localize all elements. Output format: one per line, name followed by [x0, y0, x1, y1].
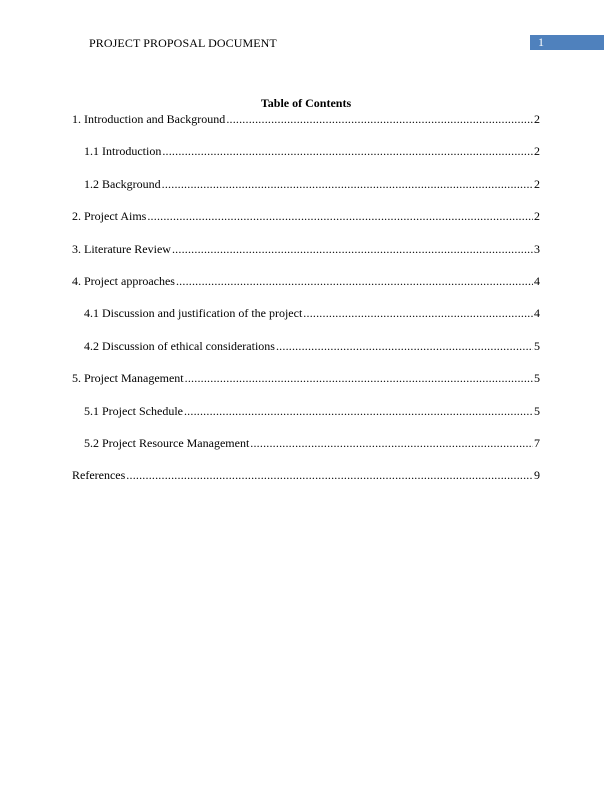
toc-entry-page: 4	[534, 273, 540, 288]
toc-dot-leader	[226, 112, 533, 126]
page-number-badge	[530, 35, 604, 50]
toc-entry-page: 2	[534, 209, 540, 224]
toc-entry-page: 5	[534, 403, 540, 418]
header-title: PROJECT PROPOSAL DOCUMENT	[89, 36, 277, 50]
toc-entry-label: 5. Project Management	[72, 371, 184, 386]
toc-dot-leader	[162, 177, 533, 191]
toc-entry-page: 2	[534, 144, 540, 159]
toc-entry-label: 4.1 Discussion and justification of the project	[84, 306, 303, 321]
toc-dot-leader	[126, 468, 533, 482]
toc-entry-page: 5	[534, 338, 540, 353]
toc-dot-leader	[276, 339, 533, 353]
toc-dot-leader	[184, 404, 533, 418]
toc-heading: Table of Contents	[260, 96, 352, 110]
toc-entry-label: References	[72, 468, 126, 483]
toc-entry-page: 3	[534, 241, 540, 256]
toc-entry[interactable]	[72, 436, 540, 468]
toc-entry[interactable]	[72, 177, 540, 209]
toc-entry-page: 7	[534, 435, 540, 450]
toc-dot-leader	[162, 144, 533, 158]
toc-entry-page: 5	[534, 371, 540, 386]
toc-entry-label: 4. Project approaches	[72, 273, 175, 288]
toc-entry[interactable]	[72, 112, 540, 144]
toc-entry-label: 1.2 Background	[84, 176, 161, 191]
toc-dot-leader	[176, 274, 533, 288]
toc-entry-label: 4.2 Discussion of ethical considerations	[84, 338, 275, 353]
toc-dot-leader	[172, 242, 533, 256]
toc-entry[interactable]	[72, 404, 540, 436]
toc-entry-label: 1.1 Introduction	[84, 144, 162, 159]
toc-dot-leader	[185, 371, 533, 385]
toc-entry-label: 2. Project Aims	[72, 209, 147, 224]
toc-entry[interactable]	[72, 144, 540, 176]
page-number: 1	[538, 35, 544, 49]
toc-dot-leader	[250, 436, 533, 450]
toc-entry-label: 5.2 Project Resource Management	[84, 435, 250, 450]
toc-entry[interactable]	[72, 306, 540, 338]
toc-entry[interactable]	[72, 468, 540, 500]
toc-entry-label: 3. Literature Review	[72, 241, 171, 256]
toc-dot-leader	[303, 306, 533, 320]
toc-entry-page: 9	[534, 468, 540, 483]
toc-entry-label: 1. Introduction and Background	[72, 112, 226, 126]
toc-entry[interactable]	[72, 242, 540, 274]
toc-entry-page: 2	[534, 176, 540, 191]
toc-entry[interactable]	[72, 209, 540, 241]
toc-entry[interactable]	[72, 339, 540, 371]
toc-entry-page: 2	[534, 112, 540, 126]
table-of-contents	[72, 112, 540, 501]
toc-entry[interactable]	[72, 371, 540, 403]
toc-dot-leader	[147, 209, 533, 223]
toc-entry[interactable]	[72, 274, 540, 306]
toc-entry-page: 4	[534, 306, 540, 321]
toc-entry-label: 5.1 Project Schedule	[84, 403, 183, 418]
